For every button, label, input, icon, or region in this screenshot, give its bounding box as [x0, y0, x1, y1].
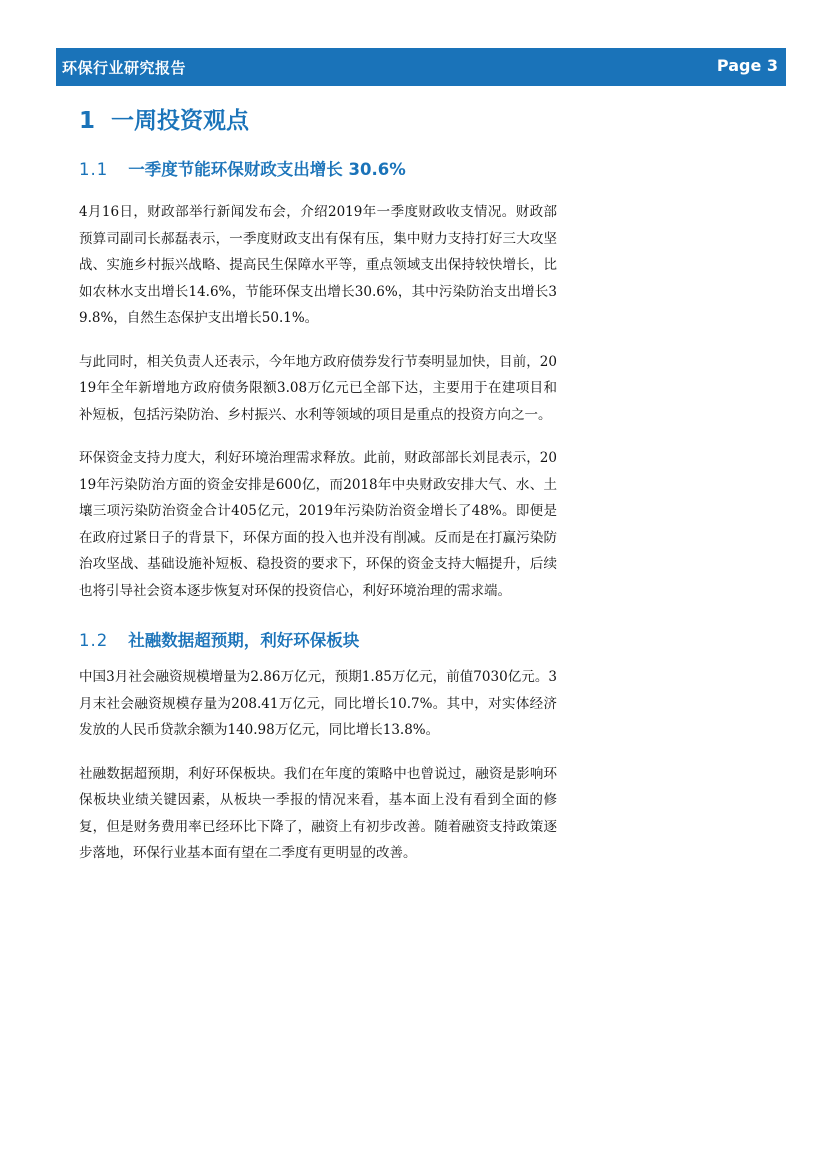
- section-title: 一周投资观点: [111, 108, 250, 134]
- page-header: [56, 48, 786, 86]
- page-number: Page 3: [716, 56, 778, 75]
- subsection-number: 1.2: [79, 631, 109, 650]
- subsection-heading-1-2: [79, 626, 557, 656]
- paragraph: 与此同时，相关负责人还表示，今年地方政府债券发行节奏明显加快，目前，2019年全年新增地方政府债务限额3.08万亿元已全部下达，主要用于在建项目和补短板，包括污染防治、乡村振兴、水利等领域的项目是重点的投资方向之一。: [79, 353, 557, 423]
- paragraph: 4月16日，财政部举行新闻发布会，介绍2019年一季度财政收支情况。财政部预算司副司长郝磊表示，一季度财政支出有保有压，集中财力支持打好三大攻坚战、实施乡村振兴战略、提高民生保障水平等，重点领域支出保持较快增长，比如农林水支出增长14.6%，节能环保支出增长30.6%，其中污染防治支出增长39.8%，自然生态保护支出增长50.1%。: [79, 204, 557, 326]
- subsection-title: 一季度节能环保财政支出增长 30.6%: [128, 160, 406, 179]
- paragraph: 环保资金支持力度大，利好环境治理需求释放。此前，财政部部长刘昆表示，2019年污染防治方面的资金安排是600亿，而2018年中央财政安排大气、水、土壤三项污染防治资金合计405亿元，2019年污染防治资金增长了48%。即便是在政府过紧日子的背景下，环保方面的投入也并没有削减。反而是在打赢污染防治攻坚战、基础设施补短板、稳投资的要求下，环保的资金支持大幅提升，后续也将引导社会资本逐步恢复对环保的投资信心，利好环境治理的需求端。: [79, 450, 557, 599]
- section-heading-1: [79, 100, 557, 142]
- paragraph: 社融数据超预期，利好环保板块。我们在年度的策略中也曾说过，融资是影响环保板块业绩关键因素，从板块一季报的情况来看，基本面上没有看到全面的修复，但是财务费用率已经环比下降了，融资上有初步改善。随着融资支持政策逐步落地，环保行业基本面有望在二季度有更明显的改善。: [79, 765, 557, 861]
- paragraph: 中国3月社会融资规模增量为2.86万亿元，预期1.85万亿元，前值7030亿元。3月末社会融资规模存量为208.41万亿元，同比增长10.7%。其中，对实体经济发放的人民币贷款余额为140.98万亿元，同比增长13.8%。: [79, 669, 557, 738]
- subsection-heading-1-1: [79, 155, 557, 185]
- subsection-title: 社融数据超预期，利好环保板块: [128, 631, 360, 650]
- report-title: 环保行业研究报告: [62, 59, 187, 77]
- section-number: 1: [79, 108, 96, 134]
- subsection-number: 1.1: [79, 160, 109, 179]
- report-body: [79, 100, 557, 867]
